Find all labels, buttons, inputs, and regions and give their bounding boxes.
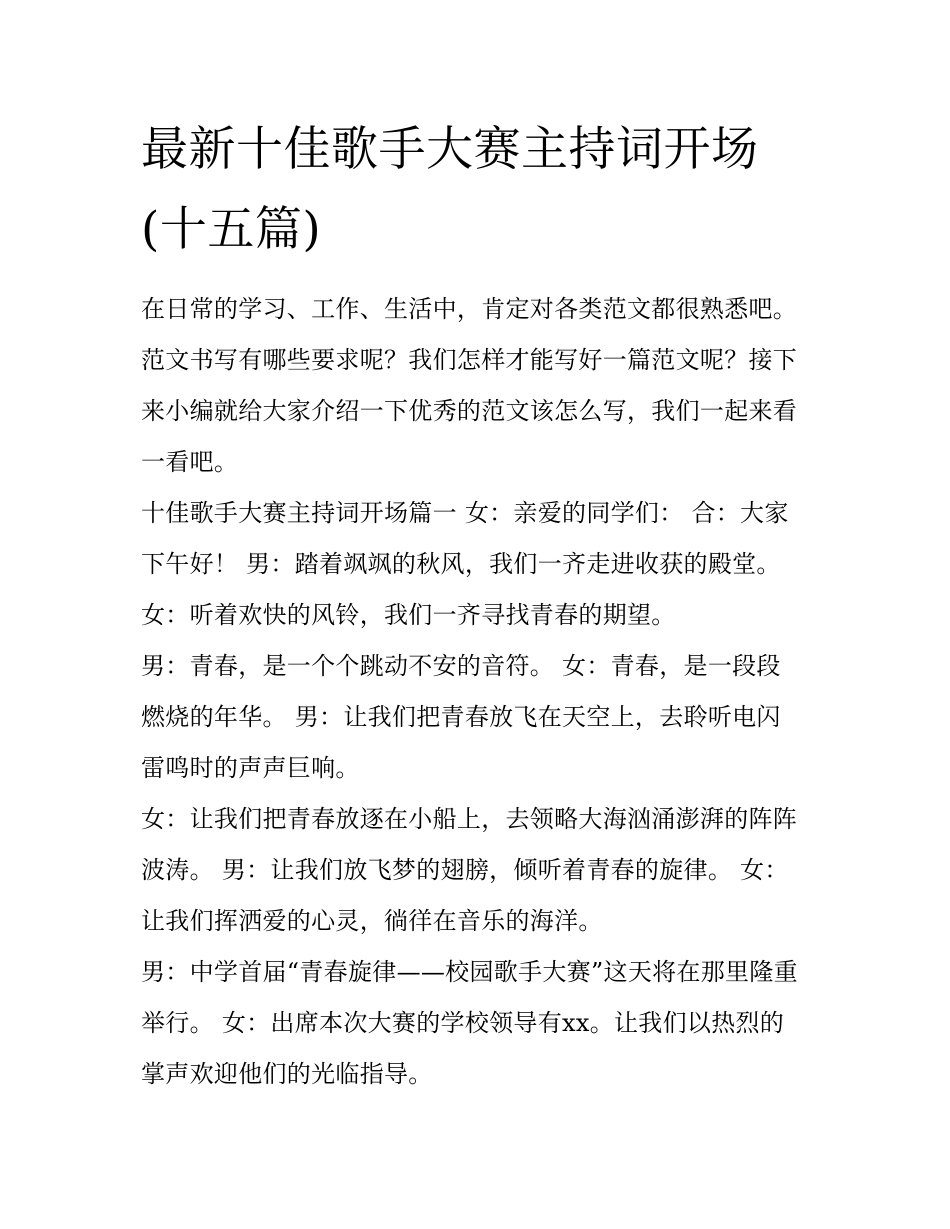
text-line: 举行。 女：出席本次大赛的学校领导有xx。让我们以热烈的 xyxy=(141,1009,785,1037)
document-body xyxy=(141,284,821,1100)
text-line: 男：中学首届“青春旋律——校园歌手大赛”这天将在那里隆重 xyxy=(141,958,798,986)
document-content xyxy=(141,110,821,1100)
text-line: 在日常的学习、工作、生活中，肯定对各类范文都很熟悉吧。 xyxy=(141,295,798,323)
text-line: 燃烧的年华。 男：让我们把青春放飞在天空上，去聆听电闪 xyxy=(141,703,781,731)
paragraph-dream xyxy=(141,794,821,947)
text-line: 掌声欢迎他们的光临指导。 xyxy=(141,1060,433,1088)
text-line: 来小编就给大家介绍一下优秀的范文该怎么写，我们一起来看 xyxy=(141,397,798,425)
paragraph-contest xyxy=(141,947,821,1100)
paragraph-intro xyxy=(141,284,821,488)
document-title xyxy=(141,110,821,270)
text-line: 十佳歌手大赛主持词开场篇一 女：亲爱的同学们： 合：大家 xyxy=(141,499,789,527)
text-line: 男：青春，是一个个跳动不安的音符。 女：青春，是一段段 xyxy=(141,652,781,680)
text-line: 女：让我们把青春放逐在小船上，去领略大海汹涌澎湃的阵阵 xyxy=(141,805,798,833)
text-line: 波涛。 男：让我们放飞梦的翅膀，倾听着青春的旋律。 女： xyxy=(141,856,789,884)
text-line: 让我们挥洒爱的心灵，徜徉在音乐的海洋。 xyxy=(141,907,603,935)
paragraph-youth xyxy=(141,641,821,794)
text-line: 女：听着欢快的风铃，我们一齐寻找青春的期望。 xyxy=(141,601,676,629)
title-line: 最新十佳歌手大赛主持词开场 xyxy=(141,122,759,177)
text-line: 下午好！ 男：踏着飒飒的秋风，我们一齐走进收获的殿堂。 xyxy=(141,550,781,578)
text-line: 雷鸣时的声声巨响。 xyxy=(141,754,360,782)
paragraph-opening xyxy=(141,488,821,641)
title-line: (十五篇) xyxy=(141,202,322,257)
text-line: 一看吧。 xyxy=(141,448,239,476)
text-line: 范文书写有哪些要求呢？我们怎样才能写好一篇范文呢？接下 xyxy=(141,346,798,374)
